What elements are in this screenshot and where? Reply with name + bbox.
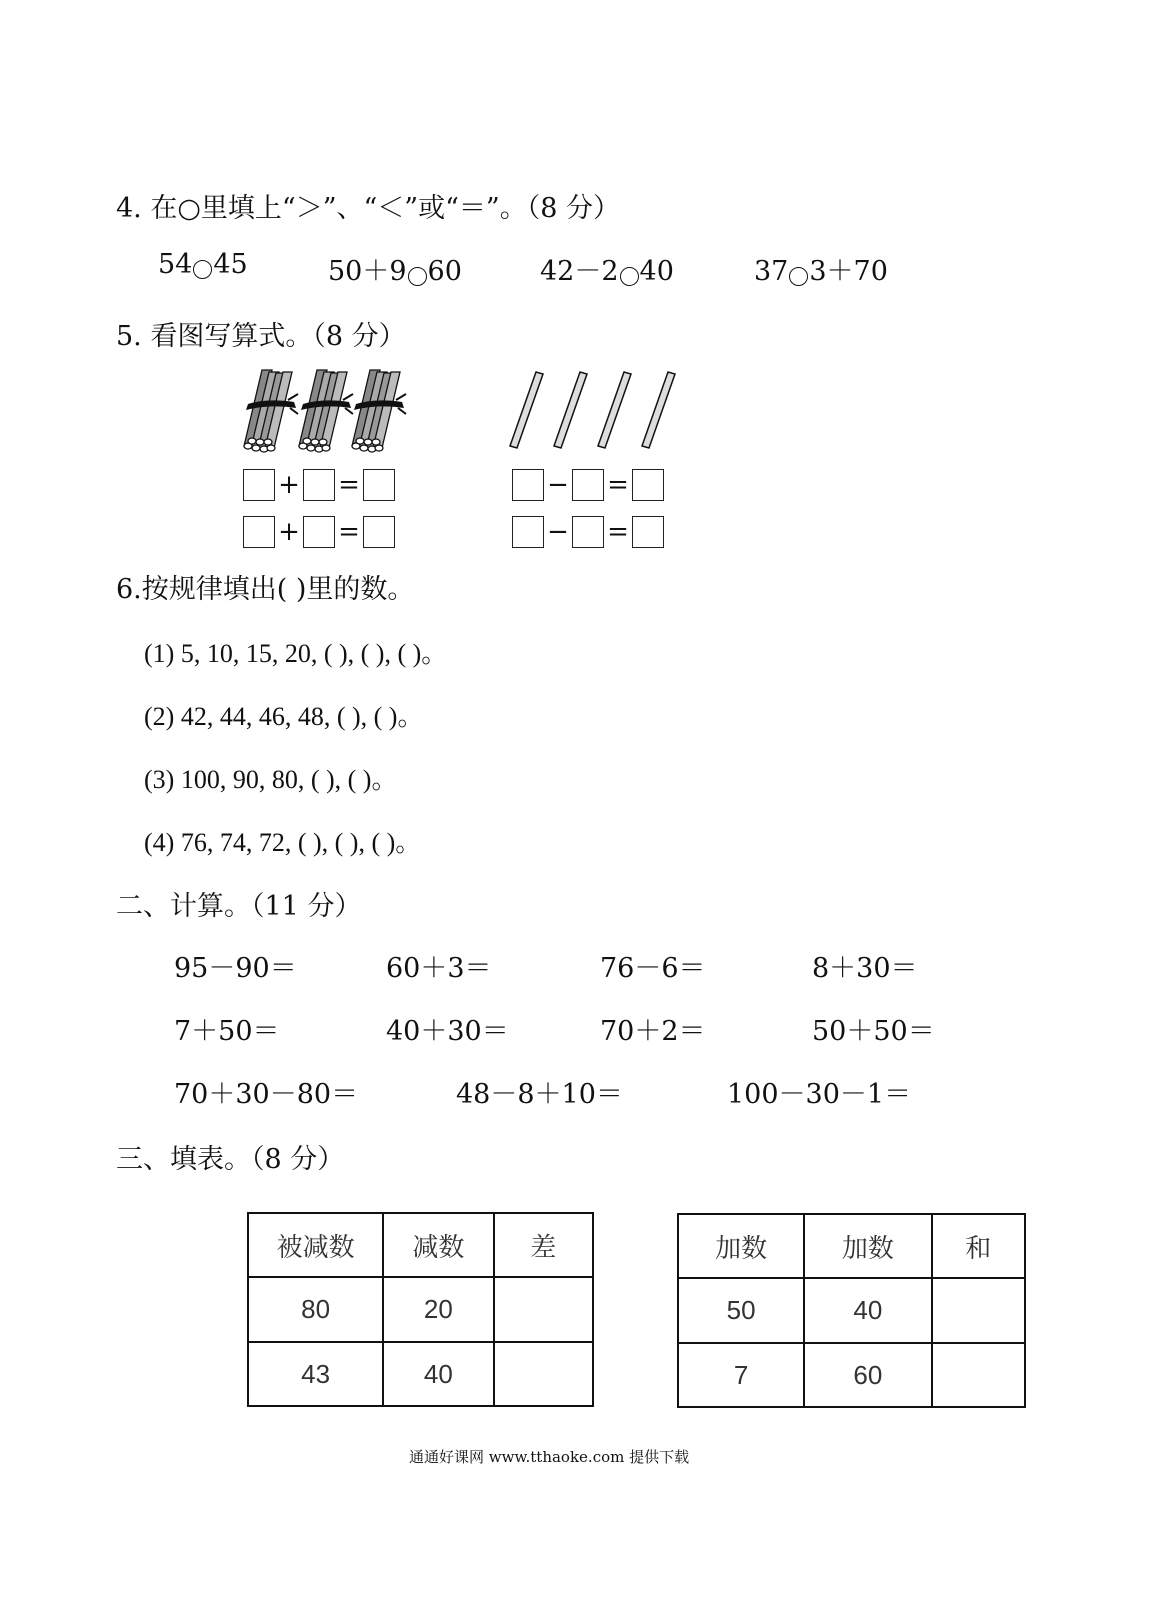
calc-item: 7＋50＝: [174, 1016, 280, 1047]
table-header: 差: [494, 1213, 593, 1277]
answer-circle[interactable]: [789, 267, 808, 286]
answer-box[interactable]: [303, 469, 335, 501]
answer-box[interactable]: [572, 516, 604, 548]
compare-left: 42－2: [540, 256, 619, 287]
table-cell: 60: [804, 1343, 931, 1407]
answer-cell[interactable]: [932, 1343, 1026, 1407]
sequence-row-4: (4) 76, 74, 72, ( ), ( ), ( )。: [144, 828, 422, 857]
compare-right: 60: [427, 256, 462, 287]
table-header: 加数: [678, 1214, 804, 1278]
sequence-row-3: (3) 100, 90, 80, ( ), ( )。: [144, 765, 398, 794]
single-sticks-picture: [506, 368, 686, 452]
answer-cell[interactable]: [494, 1342, 593, 1406]
calc-item: 48－8＋10＝: [456, 1079, 623, 1110]
calc-item: 70＋30－80＝: [174, 1079, 359, 1110]
answer-box[interactable]: [632, 469, 664, 501]
minus-sign: −: [547, 517, 569, 547]
table-cell: 80: [248, 1277, 383, 1342]
addition-equation-2: [243, 516, 403, 552]
subtraction-table: [247, 1212, 594, 1407]
table-header: 减数: [383, 1213, 493, 1277]
section2-title: 二、计算。（11 分）: [116, 891, 362, 922]
answer-circle[interactable]: [620, 267, 639, 286]
equals-sign: =: [607, 470, 629, 500]
stick-bundles-picture: [238, 364, 408, 458]
compare-right: 3＋70: [809, 256, 888, 287]
plus-sign: +: [278, 470, 300, 500]
table-cell: 20: [383, 1277, 493, 1342]
q4-title: 4. 在○里填上“＞”、“＜”或“＝”。（8 分）: [116, 193, 620, 224]
compare-left: 54: [158, 249, 193, 280]
compare-left: 50＋9: [328, 256, 407, 287]
q5-title: 5. 看图写算式。（8 分）: [116, 321, 406, 352]
table-cell: 43: [248, 1342, 383, 1406]
addition-table: [677, 1213, 1026, 1408]
answer-cell[interactable]: [494, 1277, 593, 1342]
footer-source: 通通好课网 www.tthaoke.com 提供下载: [409, 1448, 690, 1466]
sequence-row-1: (1) 5, 10, 15, 20, ( ), ( ), ( )。: [144, 639, 448, 668]
addition-equation-1: [243, 469, 403, 505]
sequence-row-2: (2) 42, 44, 46, 48, ( ), ( )。: [144, 702, 424, 731]
subtraction-equation-2: [512, 516, 672, 552]
table-header: 和: [932, 1214, 1026, 1278]
answer-box[interactable]: [243, 516, 275, 548]
section3-title: 三、填表。（8 分）: [116, 1144, 345, 1175]
table-header: 被减数: [248, 1213, 383, 1277]
calc-item: 76－6＝: [600, 953, 706, 984]
compare-item-2: [328, 249, 462, 288]
equals-sign: =: [338, 470, 360, 500]
equals-sign: =: [607, 517, 629, 547]
answer-box[interactable]: [363, 516, 395, 548]
subtraction-equation-1: [512, 469, 672, 505]
calc-item: 60＋3＝: [386, 953, 492, 984]
table-cell: 40: [383, 1342, 493, 1406]
answer-box[interactable]: [512, 516, 544, 548]
compare-item-3: [540, 249, 674, 288]
compare-right: 45: [213, 249, 248, 280]
answer-box[interactable]: [303, 516, 335, 548]
answer-box[interactable]: [243, 469, 275, 501]
equals-sign: =: [338, 517, 360, 547]
calc-item: 8＋30＝: [812, 953, 918, 984]
calc-item: 100－30－1＝: [727, 1079, 912, 1110]
compare-right: 40: [639, 256, 674, 287]
table-cell: 50: [678, 1278, 804, 1343]
answer-box[interactable]: [512, 469, 544, 501]
compare-item-4: [754, 249, 888, 288]
calc-item: 50＋50＝: [812, 1016, 935, 1047]
answer-cell[interactable]: [932, 1278, 1026, 1343]
compare-left: 37: [754, 256, 789, 287]
table-cell: 40: [804, 1278, 931, 1343]
calc-item: 95－90＝: [174, 953, 297, 984]
table-header: 加数: [804, 1214, 931, 1278]
answer-box[interactable]: [572, 469, 604, 501]
answer-circle[interactable]: [193, 260, 212, 279]
calc-item: 40＋30＝: [386, 1016, 509, 1047]
answer-box[interactable]: [632, 516, 664, 548]
compare-item-1: [158, 249, 248, 280]
answer-box[interactable]: [363, 469, 395, 501]
q6-title: 6.按规律填出( )里的数。: [116, 574, 415, 605]
minus-sign: −: [547, 470, 569, 500]
table-cell: 7: [678, 1343, 804, 1407]
plus-sign: +: [278, 517, 300, 547]
calc-item: 70＋2＝: [600, 1016, 706, 1047]
answer-circle[interactable]: [408, 267, 427, 286]
